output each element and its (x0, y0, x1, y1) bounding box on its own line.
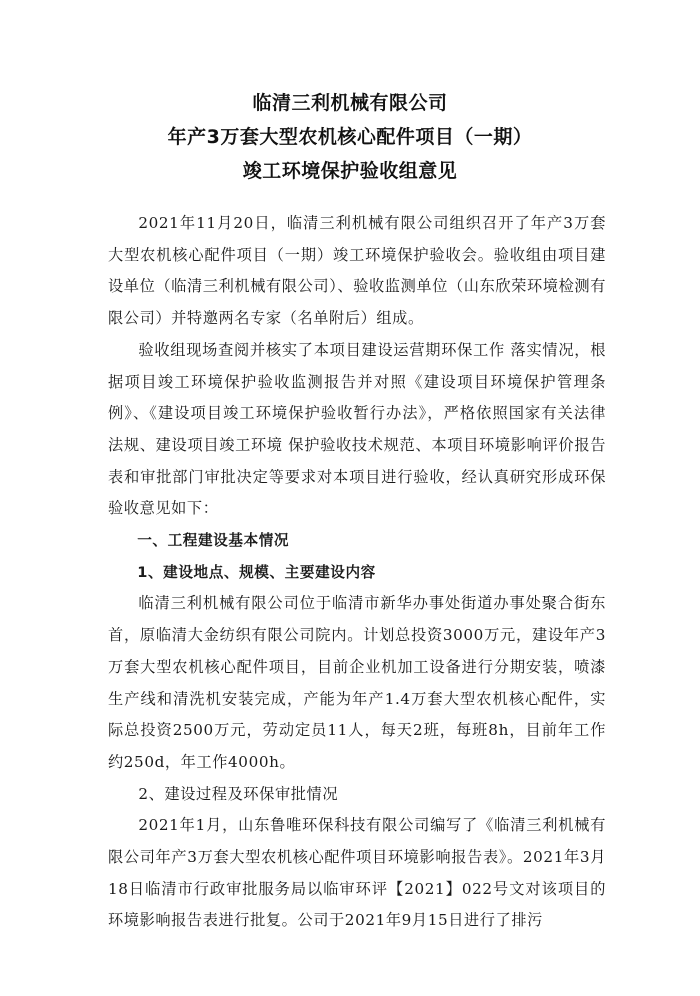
title-opinion: 竣工环境保护验收组意见 (242, 160, 458, 182)
intro-paragraph: 2021年11月20日，临清三利机械有限公司组织召开了年产3万套大型农机核心配件项目（一期）竣工环境保护验收会。验收组由项目建设单位（临清三利机械有限公司）、验收监测单位（山东欣荣环境检测有限公司）并特邀两名专家（名单附后）组成。 (108, 214, 606, 328)
section-1-heading: 一、工程建设基本情况 (137, 532, 290, 550)
section-1-1-heading: 1、建设地点、规模、主要建设内容 (137, 563, 376, 581)
section-1-2-heading: 2、建设过程及环保审批情况 (138, 784, 339, 803)
section-1-1-text: 临清三利机械有限公司位于临清市新华办事处街道办事处聚合街东首，原临清大金纺织有限公司院内。计划总投资3000万元，建设年产3万套大型农机核心配件项目，目前企业机加工设备进行分期安装，喷漆生产线和清洗机安装完成，产能为年产1.4万套大型农机核心配件，实际总投资2500万元，劳动定员11人，每天2班，每班8h，目前年工作约250d，年工作4000h。 (108, 594, 606, 771)
verification-paragraph: 验收组现场查阅并核实了本项目建设运营期环保工作 落实情况，根据项目竣工环境保护验收监测报告并对照《建设项目环境保护管理条例》、《建设项目竣工环境保护验收暂行办法》，严格依照国家有关法律法规、建设项目竣工环境 保护验收技术规范、本项目环境影响评价报告表和审批部门审批决定等要求对本项目进行验收，经认真研究形成环保验收意见如下： (108, 340, 606, 518)
title-project: 年产3万套大型农机核心配件项目（一期） (167, 126, 533, 148)
document-body (108, 208, 606, 937)
section-1-2-text: 2021年1月，山东鲁唯环保科技有限公司编写了《临清三利机械有限公司年产3万套大型农机核心配件项目环境影响报告表》。2021年3月18日临清市行政审批服务局以临审环评【2021】022号文对该项目的环境影响报告表进行批复。公司于2021年9月15日进行了排污 (108, 816, 606, 930)
title-company: 临清三利机械有限公司 (252, 92, 448, 114)
document-title (0, 86, 700, 188)
